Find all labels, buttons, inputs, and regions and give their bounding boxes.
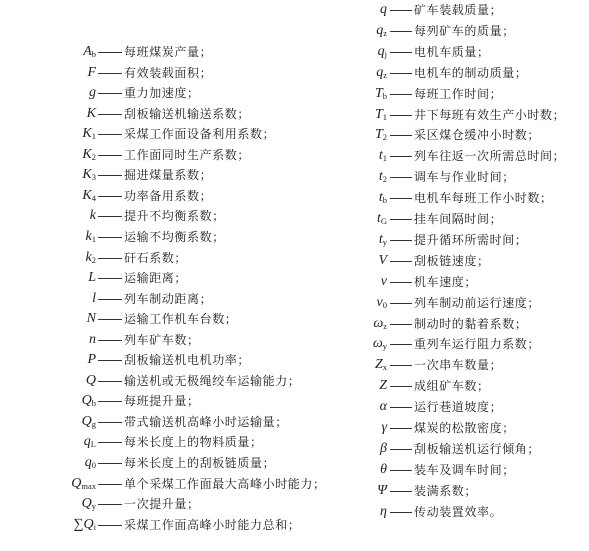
em-dash-separator (390, 324, 412, 325)
symbol-base: ω (372, 336, 383, 352)
symbol-base: β (380, 440, 387, 456)
symbol-definition-row (350, 502, 589, 522)
symbol-base: k (89, 208, 96, 224)
symbol (350, 376, 387, 396)
em-dash-separator (390, 177, 412, 178)
symbol-base: A (83, 44, 92, 59)
symbol-base: q (83, 434, 91, 450)
symbol-subscript: z (383, 320, 387, 331)
em-dash-separator (98, 237, 122, 238)
symbol-base: Q (71, 475, 82, 491)
symbol (0, 494, 96, 514)
symbol-subscript: 4 (91, 192, 96, 203)
symbol-base: Q (81, 393, 92, 409)
symbol (350, 293, 387, 313)
symbol-definition-row (350, 63, 589, 83)
em-dash-separator (98, 134, 122, 135)
symbol (0, 309, 96, 329)
symbol (350, 105, 387, 125)
em-dash-separator (390, 491, 412, 492)
symbol-subscript: z (383, 69, 387, 80)
symbol-base: Q (83, 516, 94, 532)
symbol-description: 电机车的制动质量； (414, 65, 528, 80)
em-dash-separator (390, 31, 412, 32)
symbol-definition-row (0, 350, 355, 370)
symbol (0, 83, 96, 103)
em-dash-separator (390, 344, 412, 345)
symbol (0, 412, 96, 432)
symbol-base: V (378, 252, 387, 268)
symbol-definition-row (0, 83, 355, 103)
symbol (0, 330, 96, 350)
symbol-subscript: 2 (382, 174, 387, 185)
symbol-definition-row (0, 371, 355, 391)
em-dash-separator (390, 198, 412, 199)
symbol-description: 传动装置效率。 (414, 504, 503, 519)
symbol-base: K (82, 167, 92, 183)
symbol-description: 每班煤炭产量； (124, 45, 213, 59)
symbol-subscript: G (380, 216, 387, 226)
symbol-definition-row (0, 206, 355, 226)
symbol-base: Z (374, 357, 383, 373)
symbol (350, 209, 387, 229)
em-dash-separator (390, 52, 412, 53)
symbol-subscript: 2 (382, 132, 387, 143)
symbol-description: 每班工作时间； (414, 86, 503, 101)
em-dash-separator (390, 365, 412, 366)
symbol-definition-row (0, 474, 355, 494)
em-dash-separator (98, 463, 122, 464)
symbol-base: ω (373, 315, 384, 331)
symbol-base: n (89, 331, 96, 347)
em-dash-separator (390, 135, 412, 136)
symbol-description: 机车速度； (414, 274, 478, 289)
symbol-definition-row (350, 314, 589, 334)
symbol (0, 42, 96, 62)
symbol-base: q (376, 22, 384, 38)
symbol-subscript: j (384, 48, 387, 59)
symbol-description: 运行巷道坡度； (414, 400, 503, 415)
symbol-description: 采煤工作面高峰小时能力总和； (124, 517, 301, 532)
symbol-base: v (380, 273, 387, 289)
symbol (0, 371, 96, 391)
symbol (350, 21, 387, 41)
symbol-description: 装满系数； (414, 483, 478, 498)
symbol-definition-row (0, 515, 355, 535)
symbol-base: γ (381, 420, 387, 435)
symbol (0, 206, 96, 226)
em-dash-separator (98, 504, 122, 505)
symbol-subscript: b (91, 49, 96, 59)
symbol-description: 采区煤仓缓冲小时数； (414, 128, 541, 143)
em-dash-separator (98, 525, 122, 526)
symbol-definition-row (0, 432, 355, 452)
symbol-base: T (374, 85, 383, 101)
symbol-base: t (378, 190, 383, 206)
symbol-description: 每列矿车的质量； (414, 23, 515, 38)
symbol-definition-row (350, 188, 589, 208)
symbol-subscript: 1 (91, 131, 96, 142)
symbol-base: t (376, 211, 381, 226)
em-dash-separator (390, 10, 412, 11)
em-dash-separator (98, 319, 122, 320)
symbol-base: K (82, 187, 92, 203)
symbol-description: 矿车装载质量； (414, 3, 503, 17)
symbol (350, 334, 387, 354)
symbol (350, 125, 387, 145)
symbol-description: 功率备用系数； (124, 188, 213, 203)
symbol-description: 装车及调车时间； (414, 462, 515, 477)
symbol-definition-row (350, 418, 589, 438)
symbol (350, 460, 387, 480)
symbol-definition-row (0, 227, 355, 247)
symbol-description: 运输不均衡系数； (124, 229, 225, 244)
symbol-subscript: b (382, 90, 387, 101)
symbol-description: 刮板链速度； (414, 253, 490, 268)
symbol-description: 掘进煤量系数； (124, 168, 213, 183)
symbol (350, 188, 387, 208)
symbol-subscript: x (382, 362, 387, 373)
symbol (350, 397, 387, 417)
symbol-base: t (378, 231, 383, 247)
symbol-definition-row (350, 460, 589, 480)
symbol-definition-row (0, 494, 355, 514)
symbol-description: 列车制动距离； (124, 291, 213, 306)
symbol (350, 251, 387, 271)
symbol-subscript: 1 (382, 111, 387, 122)
em-dash-separator (98, 422, 122, 423)
em-dash-separator (98, 196, 122, 197)
symbol-base: P (87, 352, 96, 368)
symbol (0, 165, 96, 185)
symbol-definition-row (0, 63, 355, 83)
symbol-subscript: g (91, 418, 96, 429)
symbol-subscript: y (91, 501, 96, 512)
symbol-definition-row (0, 124, 355, 144)
symbol (0, 248, 96, 268)
symbol (350, 355, 387, 375)
symbol-description: 制动时的黏着系数； (414, 316, 528, 331)
symbol-description: 重力加速度； (124, 86, 200, 101)
em-dash-separator (390, 156, 412, 157)
symbol-description: 工作面同时生产系数； (124, 147, 251, 162)
symbol (350, 84, 387, 104)
symbol-base: T (374, 127, 383, 143)
symbol-definition-row (350, 439, 589, 459)
symbol-definition-row (350, 105, 589, 125)
symbol-description: 电机车质量； (414, 44, 490, 59)
symbol-base: v (376, 294, 383, 310)
symbol-definition-row (350, 146, 589, 166)
symbol-subscript: 0 (91, 460, 96, 470)
symbol (350, 42, 387, 62)
symbol-base: k (85, 249, 92, 265)
symbol-subscript: z (383, 27, 387, 38)
symbol-definition-row (0, 309, 355, 329)
symbol-definition-row (350, 230, 589, 250)
symbol-definition-row (0, 104, 355, 124)
symbol-base: q (376, 64, 384, 80)
symbol-subscript: 2 (91, 151, 96, 162)
symbol (350, 502, 387, 522)
symbol-definition-row (350, 376, 589, 396)
symbol-description: 电机车每班工作小时数； (414, 191, 553, 206)
symbol-description: 每米长度上的物料质量； (124, 435, 263, 450)
symbol (350, 0, 387, 20)
em-dash-separator (98, 484, 122, 485)
symbol-description: 提升不均衡系数； (124, 209, 225, 224)
symbol-base: θ (380, 461, 387, 477)
symbol (0, 227, 96, 247)
symbol (0, 474, 96, 494)
symbol-base: q (380, 2, 387, 17)
symbol-definition-row (0, 391, 355, 411)
symbol-base: q (377, 43, 385, 59)
symbol-description: 重列车运行阻力系数； (414, 337, 541, 352)
em-dash-separator (98, 360, 122, 361)
em-dash-separator (390, 512, 412, 513)
symbol-definition-row (0, 145, 355, 165)
em-dash-separator (98, 299, 122, 300)
em-dash-separator (390, 219, 412, 220)
symbol (350, 167, 387, 187)
symbol (0, 63, 96, 83)
symbol-base: Q (81, 413, 92, 429)
symbol-description: 运输距离； (124, 271, 188, 286)
symbol (350, 230, 387, 250)
symbol-definition-row (350, 481, 589, 501)
symbol-definition-row (0, 289, 355, 309)
em-dash-separator (98, 278, 122, 279)
em-dash-separator (390, 115, 412, 116)
em-dash-separator (98, 401, 122, 402)
symbol-description: 矸石系数； (124, 250, 188, 265)
symbol (350, 314, 387, 334)
symbol (0, 186, 96, 206)
symbol (0, 124, 96, 144)
symbol-base: N (86, 311, 96, 327)
symbol-definition-row (0, 42, 355, 62)
symbol (350, 481, 387, 501)
em-dash-separator (98, 216, 122, 217)
symbol-definition-row (350, 397, 589, 417)
symbol-base: η (380, 503, 387, 519)
symbol-base: g (89, 85, 96, 101)
em-dash-separator (390, 407, 412, 408)
symbol (350, 63, 387, 83)
symbol-subscript: b (91, 398, 96, 409)
symbol-base: F (87, 64, 96, 80)
symbol-base: K (86, 105, 96, 121)
symbol-base: L (88, 270, 96, 286)
symbol-base: Z (379, 378, 387, 394)
symbol (0, 268, 96, 288)
symbol (0, 289, 96, 309)
em-dash-separator (98, 155, 122, 156)
symbol-definition-row (350, 355, 589, 375)
symbol-description: 列车制动前运行速度； (414, 295, 541, 310)
symbol (0, 453, 96, 473)
symbol-definition-row (350, 293, 589, 313)
symbol (0, 432, 96, 452)
symbol-description: 列车矿车数； (124, 332, 200, 347)
em-dash-separator (98, 340, 122, 341)
symbol (0, 350, 96, 370)
em-dash-separator (390, 428, 412, 429)
em-dash-separator (390, 240, 412, 241)
symbol-base: K (82, 146, 92, 162)
symbol-definition-row (0, 165, 355, 185)
em-dash-separator (98, 442, 122, 443)
symbol-definition-row (0, 248, 355, 268)
symbol-base: t (378, 169, 383, 185)
symbol-definition-row (0, 330, 355, 350)
symbol (350, 146, 387, 166)
symbol (350, 272, 387, 292)
symbol-definition-row (350, 21, 589, 41)
em-dash-separator (98, 114, 122, 115)
symbol-definition-row (0, 186, 355, 206)
symbol-subscript: 2 (91, 254, 96, 265)
symbol-description: 单个采煤工作面最大高峰小时能力； (124, 476, 326, 491)
em-dash-separator (390, 470, 412, 471)
em-dash-separator (390, 94, 412, 95)
symbol-definition-row (350, 125, 589, 145)
em-dash-separator (98, 175, 122, 176)
symbol (0, 515, 96, 535)
summation-sign: ∑ (73, 516, 84, 532)
symbol-subscript: max (81, 480, 96, 491)
em-dash-separator (98, 258, 122, 259)
symbol-base: T (374, 106, 383, 122)
em-dash-separator (390, 73, 412, 74)
symbol-description: 有效装载面积； (124, 65, 213, 80)
symbol-description: 调车与作业时间； (414, 170, 515, 185)
symbol (350, 439, 387, 459)
symbol-definition-row (0, 412, 355, 432)
symbol-description: 刮板输送机电机功率； (124, 353, 251, 368)
symbol-definition-row (350, 84, 589, 104)
symbol-definition-row (350, 0, 589, 20)
symbol-definition-row (350, 167, 589, 187)
symbol-subscript: L (90, 439, 96, 450)
symbol-subscript: 1 (382, 153, 387, 164)
em-dash-separator (98, 93, 122, 94)
symbol-base: K (82, 126, 92, 142)
symbol-description: 列车往返一次所需总时间； (414, 149, 566, 164)
symbol-description: 刮板输送机输送系数； (124, 106, 251, 121)
symbol-subscript: 3 (91, 172, 96, 183)
symbol-base: t (378, 148, 383, 164)
em-dash-separator (98, 73, 122, 74)
symbol (350, 418, 387, 438)
symbol-subscript: b (382, 195, 387, 206)
symbol-subscript: 0 (382, 299, 387, 310)
symbol-description: 每米长度上的刮板链质量； (124, 456, 276, 470)
symbol (0, 391, 96, 411)
symbol-description: 刮板输送机运行倾角； (414, 441, 541, 456)
symbol-description: 煤炭的松散密度； (414, 421, 515, 435)
symbol-definition-row (350, 334, 589, 354)
symbol-base: Ψ (377, 482, 387, 498)
symbol-subscript: y (382, 341, 387, 352)
symbol-definition-row (350, 272, 589, 292)
symbol-base: Q (85, 372, 96, 388)
symbol-definition-row (350, 209, 589, 229)
symbol-base: α (379, 399, 387, 415)
symbol-description: 一次串车数量； (414, 358, 503, 373)
symbol-definition-row (0, 268, 355, 288)
symbol-base: q (84, 455, 92, 470)
symbol-description: 采煤工作面设备利用系数； (124, 127, 276, 142)
symbol-base: l (92, 290, 96, 306)
symbol-description: 带式输送机高峰小时运输量； (124, 414, 288, 429)
symbol-base: k (85, 228, 92, 244)
symbol-subscript: y (382, 236, 387, 247)
symbol-description: 每班提升量； (124, 394, 200, 409)
symbol-base: Q (81, 496, 92, 512)
symbol-description: 运输工作机车台数； (124, 312, 238, 327)
symbol-description: 提升循环所需时间； (414, 232, 528, 247)
em-dash-separator (390, 386, 412, 387)
em-dash-separator (98, 381, 122, 382)
em-dash-separator (390, 449, 412, 450)
em-dash-separator (390, 282, 412, 283)
symbol-definition-row (350, 251, 589, 271)
symbol-description: 输送机或无极绳绞车运输能力； (124, 373, 301, 388)
symbol (0, 145, 96, 165)
symbol (0, 104, 96, 124)
symbol-description: 挂车间隔时间； (414, 212, 503, 226)
em-dash-separator (390, 303, 412, 304)
symbol-definition-row (350, 42, 589, 62)
symbol-description: 井下每班有效生产小时数； (414, 107, 566, 122)
symbol-description: 一次提升量； (124, 497, 200, 512)
symbol-subscript: i (93, 521, 96, 532)
symbol-definition-row (0, 453, 355, 473)
em-dash-separator (390, 261, 412, 262)
em-dash-separator (98, 52, 122, 53)
symbol-description: 成组矿车数； (414, 379, 490, 394)
symbol-subscript: 1 (91, 233, 96, 244)
